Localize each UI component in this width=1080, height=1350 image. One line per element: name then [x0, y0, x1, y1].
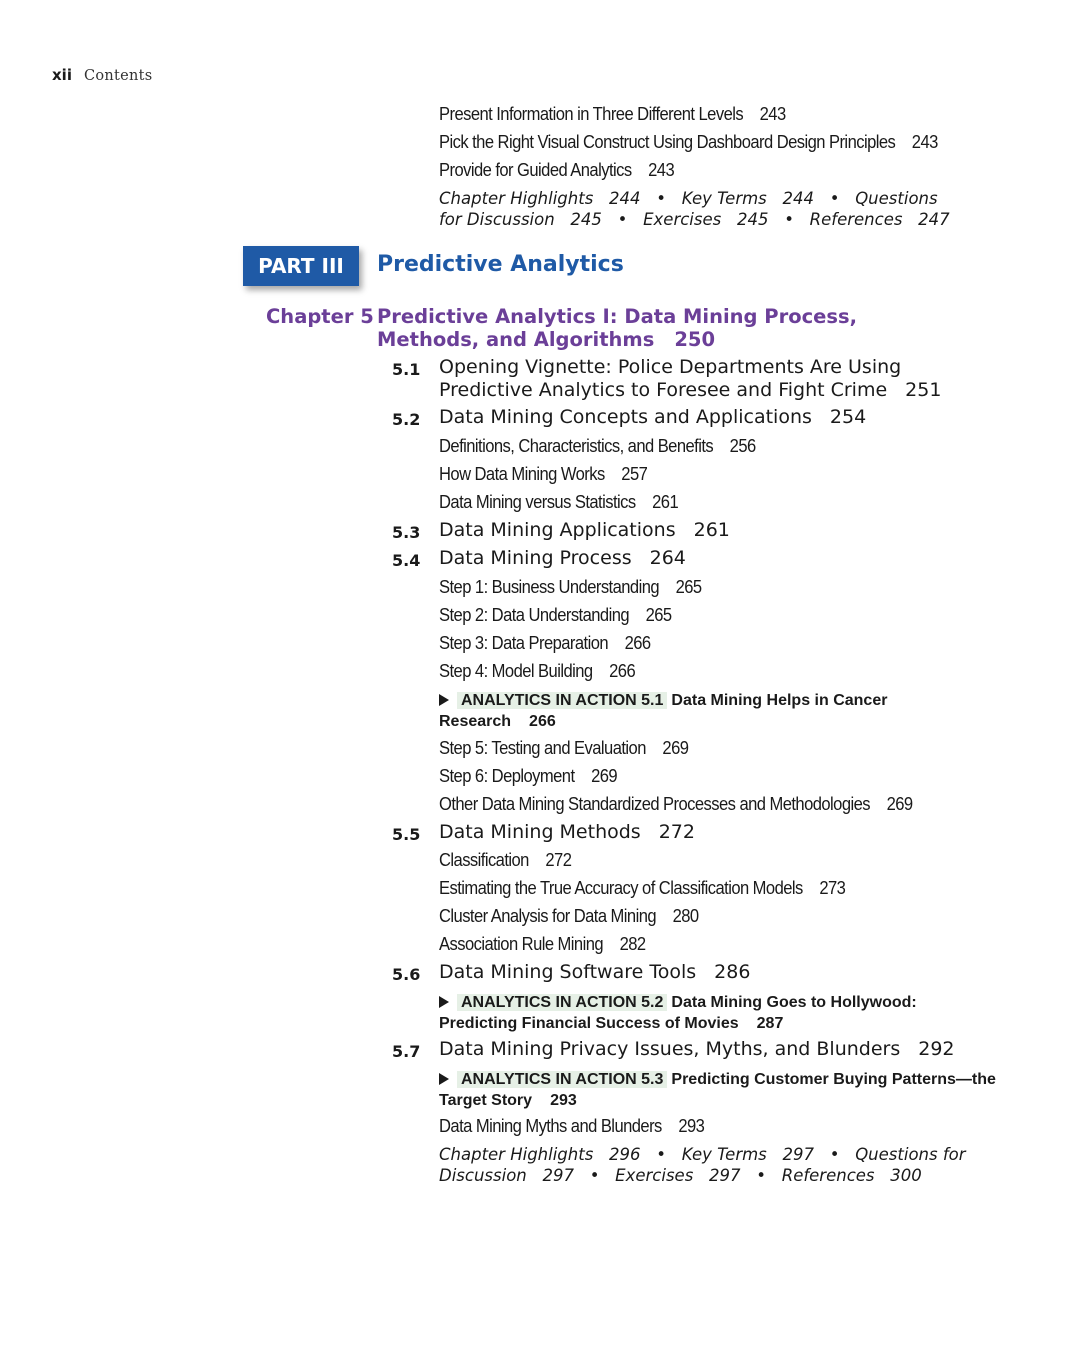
toc-entry-page: 269 — [591, 766, 618, 786]
section-title: Data Mining Software Tools — [439, 961, 697, 983]
toc-entry-text: Step 5: Testing and Evaluation — [439, 738, 646, 758]
endmatter-line: Discussion 297 • Exercises 297 • References 300 — [439, 1166, 922, 1185]
toc-entry-text: Step 4: Model Building — [439, 661, 593, 681]
toc-entry-text: Association Rule Mining — [439, 934, 604, 954]
section-number: 5.4 — [392, 551, 421, 570]
toc-entry-page: 243 — [648, 160, 675, 180]
toc-entry-text: Definitions, Characteristics, and Benefits — [439, 436, 714, 456]
aia-title: Target Story — [439, 1092, 533, 1109]
section-page: 254 — [829, 406, 867, 428]
toc-entry-text: Pick the Right Visual Construct Using Dashboard Design Principles — [439, 132, 896, 152]
chapter-title[interactable] — [377, 305, 937, 351]
toc-entry[interactable] — [439, 132, 938, 153]
toc-entry-page: 243 — [759, 104, 786, 124]
aia-title: Data Mining Goes to Hollywood: — [671, 994, 917, 1011]
toc-entry-page: 265 — [675, 577, 702, 597]
chapter-endmatter — [439, 188, 950, 230]
section-title: Data Mining Process — [439, 547, 632, 569]
toc-entry[interactable] — [439, 878, 845, 899]
toc-entry-page: 261 — [652, 492, 679, 512]
section-number: 5.2 — [392, 410, 421, 429]
toc-entry[interactable] — [439, 1116, 704, 1137]
part-badge: PART III — [243, 246, 359, 286]
toc-entry-page: 272 — [545, 850, 572, 870]
section-number: 5.6 — [392, 965, 421, 984]
section-page: 286 — [714, 961, 751, 983]
aia-tag: ANALYTICS IN ACTION 5.2 — [457, 994, 667, 1011]
toc-entry[interactable] — [439, 436, 756, 457]
analytics-in-action-entry[interactable] — [439, 1069, 999, 1111]
section-title-line: Opening Vignette: Police Departments Are Using — [439, 356, 902, 378]
chapter-endmatter — [439, 1144, 966, 1186]
aia-title: Predicting Financial Success of Movies — [439, 1015, 739, 1032]
toc-entry[interactable] — [439, 766, 617, 787]
toc-entry-page: 243 — [911, 132, 938, 152]
triangle-bullet-icon — [439, 1073, 449, 1085]
section-entry[interactable] — [439, 356, 941, 402]
section-page: 272 — [658, 821, 695, 843]
toc-entry[interactable] — [439, 605, 672, 626]
section-page: 251 — [905, 379, 942, 401]
toc-entry-text: Step 3: Data Preparation — [439, 633, 609, 653]
part-title[interactable]: Predictive Analytics — [377, 252, 624, 277]
section-entry[interactable] — [439, 519, 730, 541]
analytics-in-action-entry[interactable] — [439, 992, 979, 1034]
endmatter-line: for Discussion 245 • Exercises 245 • References 247 — [439, 210, 950, 229]
toc-entry-text: Data Mining versus Statistics — [439, 492, 636, 512]
aia-tag: ANALYTICS IN ACTION 5.3 — [457, 1071, 667, 1088]
toc-entry-text: Step 6: Deployment — [439, 766, 575, 786]
page-number: xii — [52, 66, 72, 84]
toc-entry-text: How Data Mining Works — [439, 464, 605, 484]
section-title: Data Mining Concepts and Applications — [439, 406, 812, 428]
chapter-label: Chapter 5 — [266, 305, 374, 328]
endmatter-line: Chapter Highlights 296 • Key Terms 297 • Questions for — [439, 1145, 966, 1164]
toc-entry-page: 265 — [645, 605, 672, 625]
section-number: 5.5 — [392, 825, 421, 844]
toc-entry[interactable] — [439, 850, 571, 871]
section-entry[interactable] — [439, 961, 750, 983]
toc-entry[interactable] — [439, 906, 699, 927]
toc-entry-page: 269 — [662, 738, 689, 758]
toc-entry[interactable] — [439, 464, 647, 485]
toc-entry-page: 257 — [621, 464, 648, 484]
aia-page: 287 — [756, 1015, 784, 1032]
section-entry[interactable] — [439, 547, 686, 569]
toc-entry-page: 280 — [672, 906, 699, 926]
section-title: Data Mining Applications — [439, 519, 676, 541]
toc-entry-text: Classification — [439, 850, 529, 870]
triangle-bullet-icon — [439, 694, 449, 706]
toc-entry-text: Step 1: Business Understanding — [439, 577, 660, 597]
section-page: 261 — [693, 519, 730, 541]
aia-title: Research — [439, 713, 512, 730]
toc-entry-text: Step 2: Data Understanding — [439, 605, 630, 625]
toc-entry-page: 266 — [624, 633, 651, 653]
section-page: 264 — [649, 547, 686, 569]
toc-entry-text: Other Data Mining Standardized Processes and Methodologies — [439, 794, 871, 814]
toc-entry[interactable] — [439, 104, 786, 125]
toc-entry[interactable] — [439, 738, 688, 759]
toc-entry[interactable] — [439, 934, 646, 955]
toc-entry[interactable] — [439, 160, 674, 181]
section-number: 5.1 — [392, 360, 421, 379]
aia-tag: ANALYTICS IN ACTION 5.1 — [457, 692, 667, 709]
toc-entry-text: Present Information in Three Different Levels — [439, 104, 744, 124]
section-page: 292 — [918, 1038, 955, 1060]
toc-entry[interactable] — [439, 661, 635, 682]
toc-entry-page: 273 — [819, 878, 846, 898]
toc-entry-page: 293 — [678, 1116, 705, 1136]
section-title: Data Mining Privacy Issues, Myths, and Blunders — [439, 1038, 901, 1060]
section-number: 5.3 — [392, 523, 421, 542]
toc-entry-page: 269 — [886, 794, 913, 814]
aia-title: Predicting Customer Buying Patterns—the — [671, 1071, 996, 1088]
toc-entry-text: Estimating the True Accuracy of Classification Models — [439, 878, 803, 898]
triangle-bullet-icon — [439, 996, 449, 1008]
section-entry[interactable] — [439, 821, 695, 843]
chapter-page: 250 — [674, 328, 716, 351]
aia-page: 266 — [529, 713, 556, 730]
toc-entry[interactable] — [439, 633, 651, 654]
chapter-title-text: Predictive Analytics I: Data Mining Process, Methods, and Algorithms — [377, 305, 858, 351]
toc-entry-text: Cluster Analysis for Data Mining — [439, 906, 657, 926]
running-head-title: Contents — [83, 68, 153, 84]
toc-entry[interactable] — [439, 492, 678, 513]
toc-entry-page: 266 — [609, 661, 636, 681]
endmatter-line: Chapter Highlights 244 • Key Terms 244 • Questions — [439, 189, 938, 208]
aia-title: Data Mining Helps in Cancer — [671, 692, 888, 709]
section-title-line: Predictive Analytics to Foresee and Fight Crime — [439, 379, 888, 401]
section-entry[interactable] — [439, 1038, 955, 1060]
section-entry[interactable] — [439, 406, 866, 428]
toc-entry-page: 256 — [729, 436, 756, 456]
section-title: Data Mining Methods — [439, 821, 641, 843]
toc-entry[interactable] — [439, 794, 913, 815]
toc-entry-text: Provide for Guided Analytics — [439, 160, 632, 180]
analytics-in-action-entry[interactable] — [439, 690, 979, 732]
toc-entry-page: 282 — [619, 934, 646, 954]
toc-entry-text: Data Mining Myths and Blunders — [439, 1116, 662, 1136]
toc-entry[interactable] — [439, 577, 702, 598]
aia-page: 293 — [550, 1092, 577, 1109]
running-head — [52, 66, 153, 84]
section-number: 5.7 — [392, 1042, 421, 1061]
